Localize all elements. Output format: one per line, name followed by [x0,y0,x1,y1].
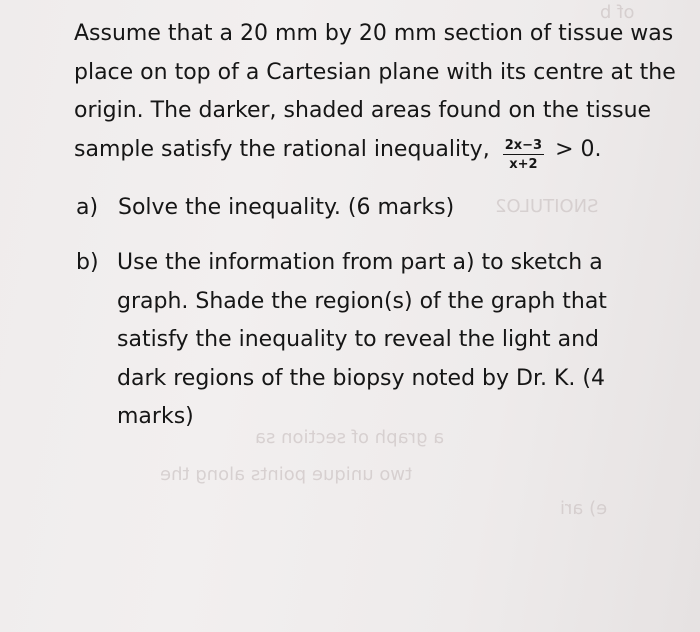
question-b-text: Use the information from part a) to sketch a graph. Shade the region(s) of the graph that satisfy the inequality to reveal the light and dark regions of the biopsy noted by Dr. K. (4 marks) [117,250,607,429]
rational-expression [503,138,544,172]
problem-statement-text: Assume that a 20 mm by 20 mm section of tissue was place on top of a Cartesian plane with its centre at the origin. The darker, shaded areas found on the tissue sample satisfy the rational inequality, [74,21,676,162]
bleed-through-text: two unique points along the [160,464,413,485]
question-b-marker: b) [76,250,99,275]
fraction-denominator: x+2 [509,156,538,172]
problem-statement [74,15,689,172]
bleed-through-text: SNOITULO2 [495,196,599,217]
fraction-numerator: 2x−3 [504,137,543,153]
question-a-text: Solve the inequality. (6 marks) [118,195,455,220]
inequality-comparison: > 0. [555,136,602,162]
bleed-through-text: of b [600,2,635,23]
bleed-through-text: e) ari [560,498,608,519]
question-a-marker: a) [76,195,99,220]
bleed-through-text: a graph of section sa [255,427,445,448]
